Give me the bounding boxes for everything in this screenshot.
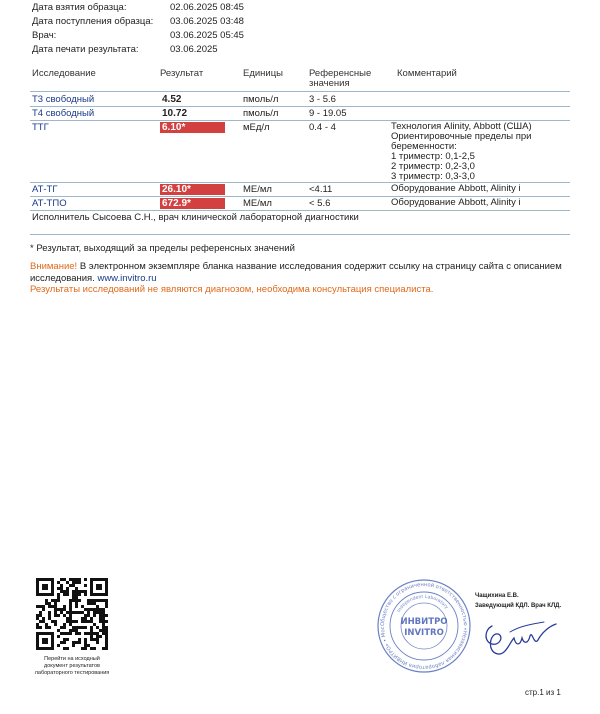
table-divider bbox=[30, 91, 570, 92]
meta-value-doctor: 03.06.2025 05:45 bbox=[170, 30, 244, 41]
header-result: Результат bbox=[160, 68, 204, 79]
result-t3: 4.52 bbox=[162, 94, 182, 105]
test-link-at-tpo[interactable]: АТ-ТПО bbox=[32, 198, 67, 209]
unit-t3: пмоль/л bbox=[243, 94, 279, 105]
meta-label-receipt-date: Дата поступления образца: bbox=[32, 16, 154, 27]
stamp-inner-text: Independent Laboratory bbox=[396, 594, 449, 614]
signer-position: Заведующий КДЛ. Врач КЛД. bbox=[475, 603, 562, 609]
header-comment: Комментарий bbox=[397, 68, 457, 79]
attention-word: Внимание! bbox=[30, 261, 78, 272]
header-test: Исследование bbox=[32, 68, 96, 79]
meta-label-print-date: Дата печати результата: bbox=[32, 44, 139, 55]
result-at-tg-flagged: 26.10* bbox=[160, 184, 225, 195]
comment-tsh: Технология Alinity, Abbott (США) Ориентировочные пределы при беременности: 1 триместр: 0,1-2,5 2 триместр: 0,2-3,0 3 триместр: 0,3-3,0 bbox=[391, 121, 532, 182]
handwritten-signature bbox=[480, 612, 560, 658]
meta-label-doctor: Врач: bbox=[32, 30, 57, 41]
ref-at-tg: <4.11 bbox=[309, 184, 333, 195]
attention-text-2: исследования. bbox=[30, 273, 95, 284]
stamp-center-top: ИНВИТРО bbox=[400, 617, 448, 627]
page-number: стр.1 из 1 bbox=[525, 688, 561, 697]
row-divider bbox=[30, 106, 570, 107]
row-divider bbox=[30, 210, 570, 211]
test-link-tsh[interactable]: ТТГ bbox=[32, 122, 49, 133]
header-reference: Референсные значения bbox=[309, 68, 372, 89]
meta-value-print-date: 03.06.2025 bbox=[170, 44, 218, 55]
ref-t3: 3 - 5.6 bbox=[309, 94, 336, 105]
qr-caption: Перейти на исходный документ результатов лабораторного тестирования bbox=[34, 656, 110, 676]
comment-at-tg: Оборудование Abbott, Alinity i bbox=[391, 183, 521, 194]
ref-t4: 9 - 19.05 bbox=[309, 108, 347, 119]
stamp-center-bottom: INVITRO bbox=[404, 628, 444, 638]
comment-at-tpo: Оборудование Abbott, Alinity i bbox=[391, 197, 521, 208]
stamp-ring-text: Общество с ограниченной ответственностью «Независимая лаборатория ИНВИТРО» • Мос bbox=[379, 581, 469, 671]
meta-value-receipt-date: 03.06.2025 03:48 bbox=[170, 16, 244, 27]
footnote: * Результат, выходящий за пределы референсных значений bbox=[30, 243, 295, 254]
ref-at-tpo: < 5.6 bbox=[309, 198, 331, 209]
site-link[interactable]: www.invitro.ru bbox=[97, 273, 157, 284]
attention-note bbox=[30, 261, 575, 285]
signer-name: Чащихина Е.В. bbox=[475, 593, 519, 599]
attention-text: В электронном экземпляре бланка название исследования содержит ссылку на страницу сайта с описанием bbox=[77, 261, 562, 272]
lab-stamp bbox=[376, 578, 472, 674]
disclaimer: Результаты исследований не являются диагнозом, необходима консультация специалиста. bbox=[30, 284, 434, 295]
ref-tsh: 0.4 - 4 bbox=[309, 122, 336, 133]
test-link-at-tg[interactable]: АТ-ТГ bbox=[32, 184, 58, 195]
test-link-t3[interactable]: Т3 свободный bbox=[32, 94, 95, 105]
unit-t4: пмоль/л bbox=[243, 108, 279, 119]
qr-code[interactable] bbox=[36, 578, 108, 650]
result-t4: 10.72 bbox=[162, 108, 188, 119]
unit-at-tg: МЕ/мл bbox=[243, 184, 272, 195]
test-link-t4[interactable]: Т4 свободный bbox=[32, 108, 95, 119]
meta-label-sample-date: Дата взятия образца: bbox=[32, 2, 127, 13]
header-units: Единицы bbox=[243, 68, 284, 79]
result-at-tpo-flagged: 672.9* bbox=[160, 198, 225, 209]
unit-at-tpo: МЕ/мл bbox=[243, 198, 272, 209]
meta-value-sample-date: 02.06.2025 08:45 bbox=[170, 2, 244, 13]
result-tsh-flagged: 6.10* bbox=[160, 122, 225, 133]
performer: Исполнитель Сысоева С.Н., врач клинической лабораторной диагностики bbox=[32, 212, 359, 223]
section-divider bbox=[30, 234, 570, 235]
unit-tsh: мЕд/л bbox=[243, 122, 270, 133]
